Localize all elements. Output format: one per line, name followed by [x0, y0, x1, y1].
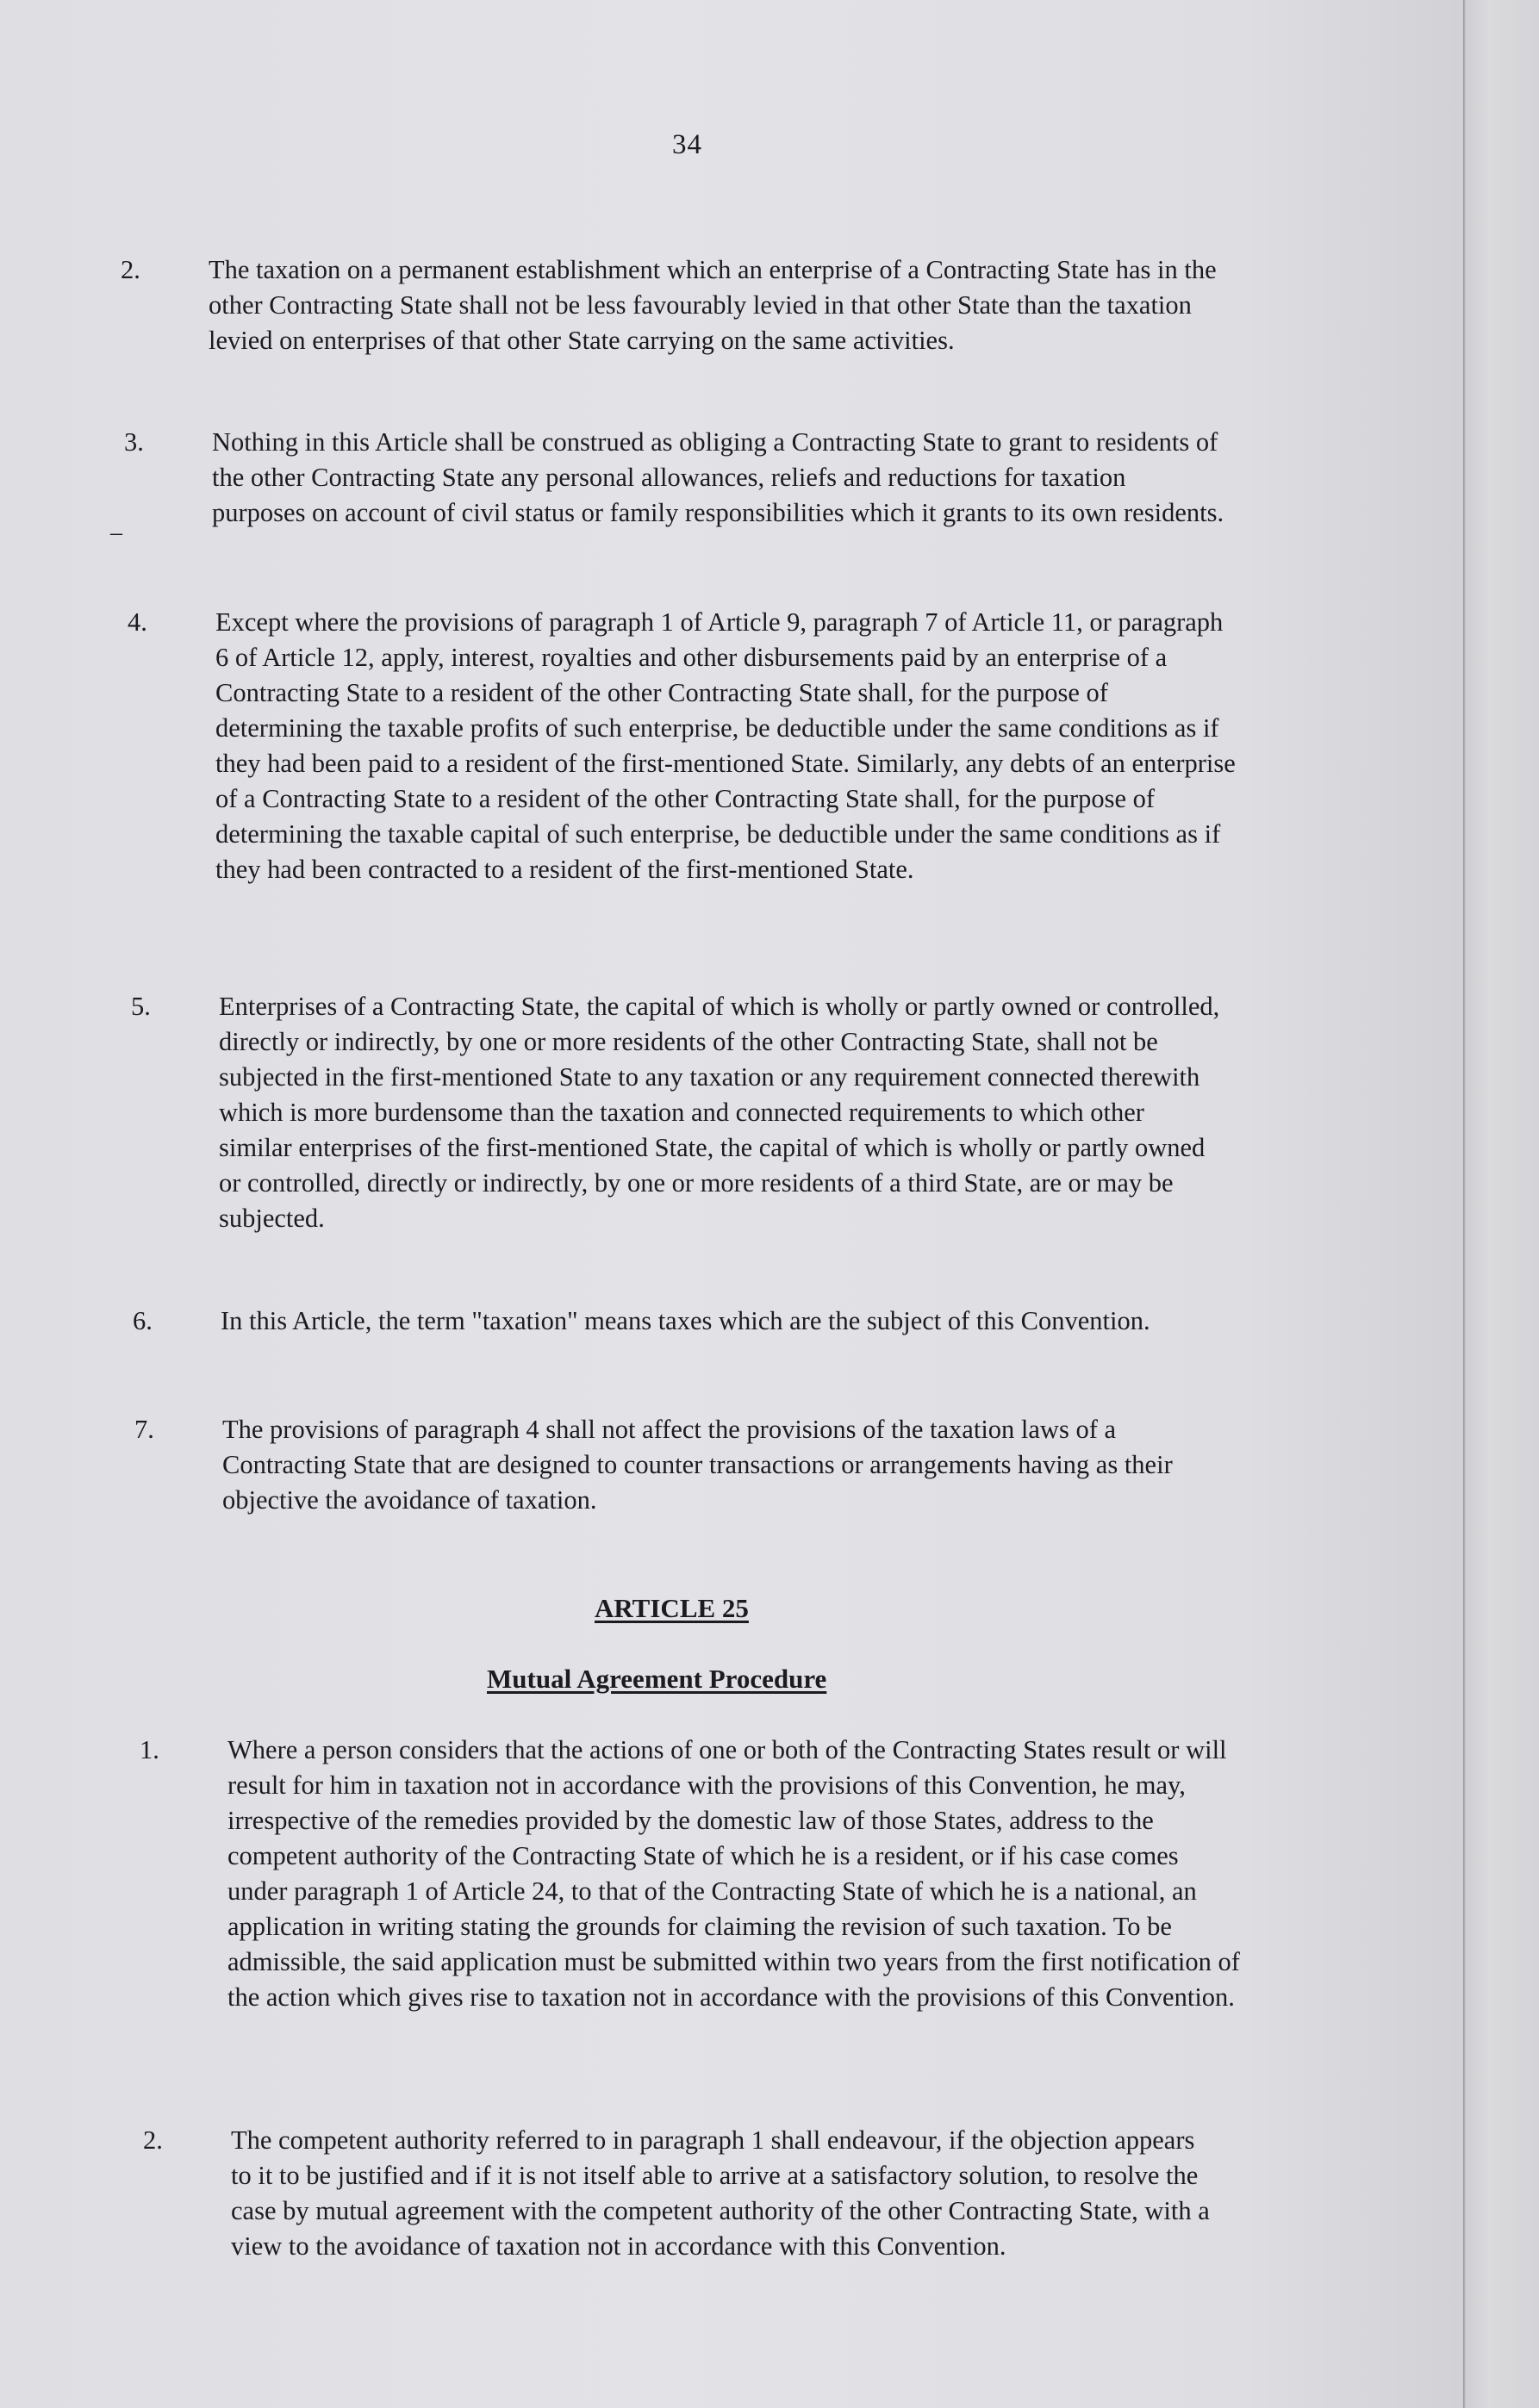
paragraph-text: Where a person considers that the actions of one or both of the Contracting States result or will result for him in taxation not in accordance with the provisions of this Convention, he may, irrespective of the remedies provided by the domestic law of those States, address to the competent authority of the Contracting State of which he is a resident, or if his case comes under paragraph 1 of Article 24, to that of the Contracting State of which he is a national, an application in writing stating the grounds for claiming the revision of such taxation. To be admissible, the said application must be submitted within two years from the first notification of the action which gives rise to taxation not in accordance with the provisions of this Convention. [227, 1735, 1240, 2012]
page-number: 34 [672, 129, 702, 160]
paragraph-text: Nothing in this Article shall be construed as obliging a Contracting State to grant to residents of the other Contracting State any personal allowances, reliefs and reductions for taxation purposes on account of civil status or family responsibilities which it grants to its own residents. [212, 427, 1224, 527]
paragraph-text: Except where the provisions of paragraph 1 of Article 9, paragraph 7 of Article 11, or paragraph 6 of Article 12, apply, interest, royalties and other disbursements paid by an enterprise of a Contracting State to a resident of the other Contracting State shall, for the purpose of determining the taxable profits of such enterprise, be deductible under the same conditions as if they had been paid to a resident of the first-mentioned State. Similarly, any debts of an enterprise of a Contracting State to a resident of the other Contracting State shall, for the purpose of determining the taxable capital of such enterprise, be deductible under the same conditions as if they had been contracted to a resident of the first-mentioned State. [215, 607, 1236, 884]
paragraph-text: The competent authority referred to in paragraph 1 shall endeavour, if the objection appears to it to be justified and if it is not itself able to arrive at a satisfactory solution, to resolve the case by mutual agreement with the competent authority of the other Contracting State, with a view to the avoidance of taxation not in accordance with this Convention. [231, 2125, 1210, 2261]
paragraph-text: In this Article, the term "taxation" means taxes which are the subject of this Convention. [221, 1306, 1150, 1335]
paragraph-number: 2. [143, 2125, 163, 2155]
paragraph-number: 3. [124, 427, 144, 457]
article-title: ARTICLE 25 [595, 1593, 749, 1623]
paragraph-number: 4. [128, 607, 147, 637]
article-subtitle: Mutual Agreement Procedure [487, 1664, 827, 1694]
paragraph-text: The provisions of paragraph 4 shall not affect the provisions of the taxation laws of a Contracting State that are designed to counter transactions or arrangements having as their objective the avoidance of taxation. [222, 1415, 1173, 1515]
paragraph-number: 7. [134, 1415, 154, 1444]
paragraph-number: 5. [131, 992, 151, 1021]
margin-mark: – [110, 520, 122, 546]
paragraph-number: 6. [133, 1306, 153, 1335]
paragraph-number: 2. [121, 255, 140, 284]
paragraph-text: The taxation on a permanent establishment which an enterprise of a Contracting State has in the other Contracting State shall not be less favourably levied in that other State than the taxation levied on enterprises of that other State carrying on the same activities. [209, 255, 1217, 355]
paragraph-number: 1. [140, 1735, 159, 1764]
next-page-edge [1463, 0, 1539, 2408]
paragraph-text: Enterprises of a Contracting State, the capital of which is wholly or partly owned or controlled, directly or indirectly, by one or more residents of the other Contracting State, shall not be subjected in the first-mentioned State to any taxation or any requirement connected therewith which is more burdensome than the taxation and connected requirements to which other similar enterprises of the first-mentioned State, the capital of which is wholly or partly owned or controlled, directly or indirectly, by one or more residents of a third State, are or may be subjected. [219, 992, 1220, 1233]
